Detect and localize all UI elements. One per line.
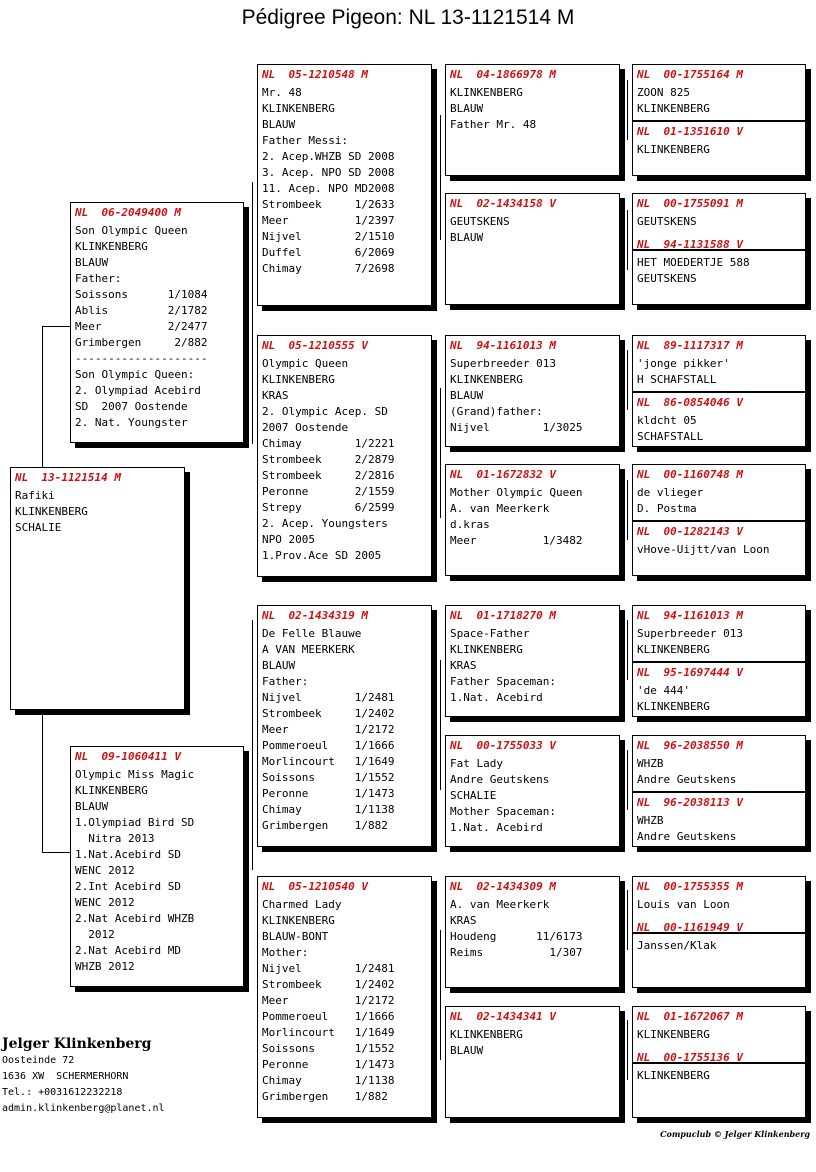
pigeon-info-line: 2.Nat Acebird MD [75, 944, 181, 957]
pigeon-info-line: 2. Olympiad Acebird [75, 384, 201, 397]
pigeon-info-line: Fat Lady [450, 757, 503, 770]
pigeon-info-line: HET MOEDERTJE 588 [637, 256, 750, 269]
ring-number: NL 01-1718270 M [450, 609, 556, 622]
ring-number: NL 95-1697444 V [637, 666, 743, 679]
pigeon-info-line: A. van Meerkerk [450, 898, 550, 911]
pigeon-info-line: Morlincourt 1/1649 [262, 1026, 395, 1039]
pigeon-info-line: Father Messi: [262, 134, 349, 147]
pigeon-info-line: Peronne 1/1473 [262, 787, 395, 800]
ring-number: NL 00-1755136 V [637, 1051, 743, 1064]
pigeon-info-line: BLAUW [450, 231, 484, 244]
pigeon-info-line: Soissons 1/1552 [262, 771, 395, 784]
pigeon-info-line: Father Spaceman: [450, 675, 556, 688]
pigeon-info-line: Space-Father [450, 627, 530, 640]
pigeon-info-line: BLAUW [450, 1044, 484, 1057]
pigeon-info-line: KLINKENBERG [75, 784, 148, 797]
ring-number: NL 06-2049400 M [75, 206, 181, 219]
pigeon-info-line: Houdeng 11/6173 [450, 930, 583, 943]
pigeon-info-line: Chimay 1/2221 [262, 437, 395, 450]
gen4-pair-card [632, 64, 806, 176]
pigeon-info-line: KLINKENBERG [262, 373, 335, 386]
pigeon-info-line: GEUTSKENS [450, 215, 510, 228]
ring-number: NL 05-1210540 V [262, 880, 368, 893]
pigeon-info-line: Mother Olympic Queen [450, 486, 583, 499]
gen4-pair-card [632, 876, 806, 988]
pigeon-info-line: Peronne 1/1473 [262, 1058, 395, 1071]
pigeon-info-line: Grimbergen 2/882 [75, 336, 208, 349]
pigeon-info-line: -------------------- [75, 352, 208, 365]
dam-card [70, 746, 244, 987]
pigeon-info-line: 1.Prov.Ace SD 2005 [262, 549, 382, 562]
dam-sire-card [257, 605, 432, 847]
pigeon-info-line: KLINKENBERG [262, 914, 335, 927]
pigeon-info-line: WENC 2012 [75, 864, 135, 877]
pigeon-info-line: Chimay 1/1138 [262, 1074, 395, 1087]
pigeon-info-line: BLAUW [262, 118, 296, 131]
great-grandparent-card [445, 735, 620, 847]
pigeon-info-line: 3. Acep. NPO SD 2008 [262, 166, 395, 179]
pigeon-info-line: Father Mr. 48 [450, 118, 537, 131]
pigeon-info-line: GEUTSKENS [637, 215, 697, 228]
pigeon-info-line: Andre Geutskens [637, 830, 737, 843]
pigeon-info-line: 2. Acep. Youngsters [262, 517, 388, 530]
pigeon-info-line: BLAUW [450, 102, 484, 115]
pigeon-info-line: H SCHAFSTALL [637, 373, 717, 386]
pigeon-info-line: 1.Nat. Acebird [450, 691, 543, 704]
pigeon-info-line: BLAUW [75, 800, 109, 813]
pigeon-info-line: Charmed Lady [262, 898, 342, 911]
pigeon-info-line: Grimbergen 1/882 [262, 1090, 388, 1103]
pigeon-info-line: Soissons 1/1084 [75, 288, 208, 301]
pigeon-info-line: Father: [75, 272, 122, 285]
pigeon-info-line: WHZB [637, 757, 664, 770]
pigeon-info-line: Father: [262, 675, 309, 688]
pigeon-info-line: Son Olympic Queen [75, 224, 188, 237]
pigeon-info-line: KLINKENBERG [75, 240, 148, 253]
pigeon-info-line: Reims 1/307 [450, 946, 583, 959]
ring-number: NL 05-1210555 V [262, 339, 368, 352]
pigeon-info-line: KLINKENBERG [450, 373, 523, 386]
ring-number: NL 89-1117317 M [637, 339, 743, 352]
ring-number: NL 02-1434309 M [450, 880, 556, 893]
pigeon-info-line: KLINKENBERG [450, 1028, 523, 1041]
pigeon-info-line: ZOON 825 [637, 86, 690, 99]
pigeon-info-line: 'de 444' [637, 684, 690, 697]
ring-number: NL 00-1755164 M [637, 68, 743, 81]
pigeon-info-line: Morlincourt 1/1649 [262, 755, 395, 768]
pigeon-info-line: Meer 1/2397 [262, 214, 395, 227]
great-grandparent-card [445, 605, 620, 717]
pigeon-info-line: Meer 1/3482 [450, 534, 583, 547]
pigeon-info-line: Mother: [262, 946, 309, 959]
pigeon-info-line: SCHAFSTALL [637, 430, 704, 443]
pigeon-info-line: BLAUW-BONT [262, 930, 329, 943]
gen4-pair-card [632, 735, 806, 847]
ring-number: NL 02-1434341 V [450, 1010, 556, 1023]
pigeon-info-line: Chimay 1/1138 [262, 803, 395, 816]
pigeon-info-line: Janssen/Klak [637, 939, 717, 952]
pigeon-info-line: Superbreeder 013 [450, 357, 556, 370]
ring-number: NL 00-1161949 V [637, 921, 743, 934]
ring-number: NL 13-1121514 M [15, 471, 121, 484]
great-grandparent-card [445, 193, 620, 305]
pigeon-info-line: SCHALIE [15, 521, 62, 534]
owner-address-line: Oosteinde 72 [2, 1055, 75, 1066]
sire-card [70, 202, 244, 443]
pigeon-info-line: 2. Nat. Youngster [75, 416, 188, 429]
pigeon-info-line: 'jonge pikker' [637, 357, 730, 370]
subject-pigeon-card [10, 467, 185, 710]
gen4-pair-card [632, 605, 806, 717]
pigeon-info-line: 1.Nat. Acebird [450, 821, 543, 834]
copyright-footer: Compuclub © Jelger Klinkenberg [660, 1129, 810, 1139]
pigeon-info-line: Nijvel 1/3025 [450, 421, 583, 434]
pigeon-info-line: KLINKENBERG [637, 143, 710, 156]
pigeon-info-line: KRAS [262, 389, 289, 402]
pigeon-info-line: Rafiki [15, 489, 55, 502]
great-grandparent-card [445, 64, 620, 176]
pigeon-info-line: Pommeroeul 1/1666 [262, 739, 395, 752]
pigeon-info-line: KLINKENBERG [450, 643, 523, 656]
pigeon-info-line: Louis van Loon [637, 898, 730, 911]
ring-number: NL 00-1282143 V [637, 525, 743, 538]
pigeon-info-line: A. van Meerkerk [450, 502, 550, 515]
pigeon-info-line: Olympic Miss Magic [75, 768, 195, 781]
pigeon-info-line: NPO 2005 [262, 533, 315, 546]
owner-email: admin.klinkenberg@planet.nl [2, 1103, 165, 1114]
pigeon-info-line: SCHALIE [450, 789, 497, 802]
pigeon-info-line: 2. Olympic Acep. SD [262, 405, 388, 418]
pigeon-info-line: Andre Geutskens [450, 773, 550, 786]
pigeon-info-line: BLAUW [450, 389, 484, 402]
pigeon-info-line: 2007 Oostende [262, 421, 349, 434]
pigeon-info-line: Chimay 7/2698 [262, 262, 395, 275]
sire-sire-card [257, 64, 432, 306]
ring-number: NL 05-1210548 M [262, 68, 368, 81]
pigeon-info-line: Strepy 6/2599 [262, 501, 395, 514]
pigeon-info-line: 2012 [75, 928, 115, 941]
pigeon-info-line: (Grand)father: [450, 405, 543, 418]
ring-number: NL 94-1131588 V [637, 238, 743, 251]
pigeon-info-line: Strombeek 2/2816 [262, 469, 395, 482]
ring-number: NL 02-1434158 V [450, 197, 556, 210]
gen4-pair-card [632, 1006, 806, 1118]
ring-number: NL 94-1161013 M [450, 339, 556, 352]
pigeon-info-line: KRAS [450, 914, 477, 927]
owner-info [2, 1035, 165, 1117]
ring-number: NL 04-1866978 M [450, 68, 556, 81]
ring-number: NL 96-2038550 M [637, 739, 743, 752]
pigeon-info-line: Mother Spaceman: [450, 805, 556, 818]
pigeon-info-line: Meer 1/2172 [262, 723, 395, 736]
pigeon-info-line: Andre Geutskens [637, 773, 737, 786]
pigeon-info-line: KLINKENBERG [637, 643, 710, 656]
ring-number: NL 01-1672067 M [637, 1010, 743, 1023]
ring-number: NL 86-0854046 V [637, 396, 743, 409]
owner-address-line: 1636 XW SCHERMERHORN [2, 1071, 129, 1082]
pigeon-info-line: WENC 2012 [75, 896, 135, 909]
great-grandparent-card [445, 1006, 620, 1118]
pigeon-info-line: vHove-Uijtt/van Loon [637, 543, 770, 556]
gen4-pair-card [632, 464, 806, 576]
pigeon-info-line: KLINKENBERG [15, 505, 88, 518]
pigeon-info-line: D. Postma [637, 502, 697, 515]
pigeon-info-line: 1.Nat.Acebird SD [75, 848, 181, 861]
pigeon-info-line: Mr. 48 [262, 86, 302, 99]
pigeon-info-line: 1.Olympiad Bird SD [75, 816, 195, 829]
gen4-pair-card [632, 193, 806, 305]
pigeon-info-line: Nitra 2013 [75, 832, 155, 845]
pigeon-info-line: 2.Nat Acebird WHZB [75, 912, 195, 925]
pigeon-info-line: Strombeek 1/2402 [262, 978, 395, 991]
pigeon-info-line: Peronne 2/1559 [262, 485, 395, 498]
pigeon-info-line: Strombeek 1/2633 [262, 198, 395, 211]
pigeon-info-line: KLINKENBERG [637, 700, 710, 713]
pigeon-info-line: de vlieger [637, 486, 704, 499]
pigeon-info-line: 2. Acep.WHZB SD 2008 [262, 150, 395, 163]
pigeon-info-line: Meer 2/2477 [75, 320, 208, 333]
ring-number: NL 00-1755033 V [450, 739, 556, 752]
pigeon-info-line: BLAUW [75, 256, 109, 269]
pigeon-info-line: 2.Int Acebird SD [75, 880, 181, 893]
pigeon-info-line: SD 2007 Oostende [75, 400, 188, 413]
pigeon-info-line: Nijvel 1/2481 [262, 691, 395, 704]
ring-number: NL 96-2038113 V [637, 796, 743, 809]
pigeon-info-line: Pommeroeul 1/1666 [262, 1010, 395, 1023]
pigeon-info-line: Ablis 2/1782 [75, 304, 208, 317]
ring-number: NL 02-1434319 M [262, 609, 368, 622]
ring-number: NL 00-1160748 M [637, 468, 743, 481]
pigeon-info-line: Duffel 6/2069 [262, 246, 395, 259]
dam-dam-card [257, 876, 432, 1118]
great-grandparent-card [445, 876, 620, 988]
pigeon-info-line: Nijvel 1/2481 [262, 962, 395, 975]
great-grandparent-card [445, 335, 620, 447]
pigeon-info-line: BLAUW [262, 659, 296, 672]
pigeon-info-line: 11. Acep. NPO MD2008 [262, 182, 395, 195]
sire-dam-card [257, 335, 432, 577]
owner-phone: Tel.: +0031612232218 [2, 1087, 123, 1098]
ring-number: NL 00-1755091 M [637, 197, 743, 210]
ring-number: NL 01-1351610 V [637, 125, 743, 138]
pigeon-info-line: KLINKENBERG [637, 1069, 710, 1082]
ring-number: NL 01-1672832 V [450, 468, 556, 481]
pigeon-info-line: Strombeek 2/2879 [262, 453, 395, 466]
pigeon-info-line: Soissons 1/1552 [262, 1042, 395, 1055]
ring-number: NL 94-1161013 M [637, 609, 743, 622]
pigeon-info-line: KLINKENBERG [262, 102, 335, 115]
great-grandparent-card [445, 464, 620, 576]
pigeon-info-line: Son Olympic Queen: [75, 368, 195, 381]
pigeon-info-line: KLINKENBERG [450, 86, 523, 99]
pigeon-info-line: Meer 1/2172 [262, 994, 395, 1007]
owner-name: Jelger Klinkenberg [2, 1036, 152, 1052]
pigeon-info-line: Nijvel 2/1510 [262, 230, 395, 243]
pigeon-info-line: De Felle Blauwe [262, 627, 362, 640]
pigeon-info-line: kldcht 05 [637, 414, 697, 427]
gen4-pair-card [632, 335, 806, 447]
pigeon-info-line: WHZB [637, 814, 664, 827]
pigeon-info-line: d.kras [450, 518, 490, 531]
ring-number: NL 09-1060411 V [75, 750, 181, 763]
pigeon-info-line: Superbreeder 013 [637, 627, 743, 640]
pigeon-info-line: Olympic Queen [262, 357, 349, 370]
pigeon-info-line: WHZB 2012 [75, 960, 135, 973]
pigeon-info-line: Grimbergen 1/882 [262, 819, 388, 832]
page-title: Pédigree Pigeon: NL 13-1121514 M [241, 6, 575, 29]
ring-number: NL 00-1755355 M [637, 880, 743, 893]
pigeon-info-line: GEUTSKENS [637, 272, 697, 285]
pigeon-info-line: Strombeek 1/2402 [262, 707, 395, 720]
pigeon-info-line: KRAS [450, 659, 477, 672]
pigeon-info-line: KLINKENBERG [637, 102, 710, 115]
pigeon-info-line: KLINKENBERG [637, 1028, 710, 1041]
pigeon-info-line: A VAN MEERKERK [262, 643, 355, 656]
